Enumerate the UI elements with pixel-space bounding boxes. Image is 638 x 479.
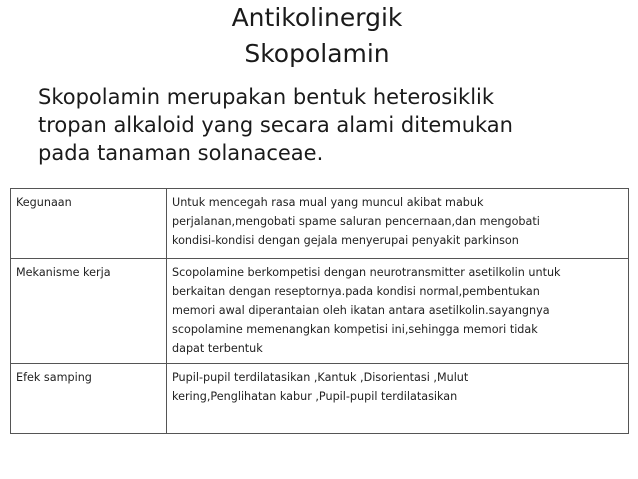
row-description bbox=[167, 259, 629, 364]
row-label: Mekanisme kerja bbox=[11, 259, 167, 364]
description-line: berkaitan dengan reseptornya.pada kondisi normal,pembentukan bbox=[172, 285, 540, 298]
description-line: memori awal diperantaian oleh ikatan antara asetilkolin.sayangnya bbox=[172, 304, 550, 317]
intro-line: tropan alkaloid yang secara alami ditemukan bbox=[38, 113, 513, 137]
row-description bbox=[167, 364, 629, 434]
intro-paragraph bbox=[38, 83, 628, 167]
description-line: kering,Penglihatan kabur ,Pupil-pupil terdilatasikan bbox=[172, 390, 458, 403]
row-description bbox=[167, 189, 629, 259]
table-row-kegunaan bbox=[11, 189, 629, 259]
description-line: scopolamine memenangkan kompetisi ini,sehingga memori tidak bbox=[172, 323, 538, 336]
description-line: kondisi-kondisi dengan gejala menyerupai penyakit parkinson bbox=[172, 234, 519, 247]
row-label: Kegunaan bbox=[11, 189, 167, 259]
intro-line: Skopolamin merupakan bentuk heterosiklik bbox=[38, 85, 495, 109]
description-line: perjalanan,mengobati spame saluran pencernaan,dan mengobati bbox=[172, 215, 540, 228]
description-line: dapat terbentuk bbox=[172, 342, 263, 355]
table-row-efek-samping bbox=[11, 364, 629, 434]
info-table bbox=[10, 188, 629, 434]
slide-title: Antikolinergik bbox=[231, 3, 403, 32]
slide-subtitle: Skopolamin bbox=[244, 39, 390, 68]
description-line: Pupil-pupil terdilatasikan ,Kantuk ,Disorientasi ,Mulut bbox=[172, 371, 469, 384]
row-label: Efek samping bbox=[11, 364, 167, 434]
intro-line: pada tanaman solanaceae. bbox=[38, 141, 324, 165]
description-line: Scopolamine berkompetisi dengan neurotransmitter asetilkolin untuk bbox=[172, 266, 561, 279]
description-line: Untuk mencegah rasa mual yang muncul akibat mabuk bbox=[172, 196, 484, 209]
table-row-mekanisme-kerja bbox=[11, 259, 629, 364]
